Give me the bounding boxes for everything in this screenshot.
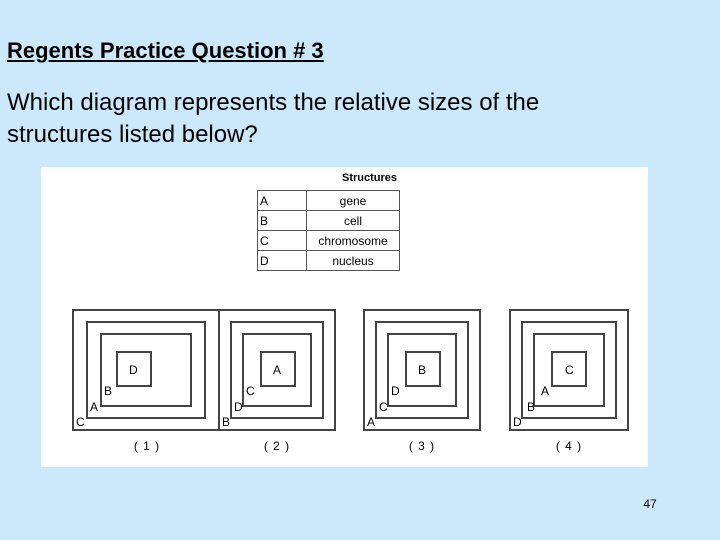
diagram-caption: ( 2 ) — [263, 439, 291, 453]
slide-number: 47 — [643, 497, 657, 511]
diagram-option-2[interactable] — [218, 309, 368, 454]
third-label: A — [541, 384, 550, 398]
structure-name: cell — [307, 211, 400, 231]
structure-name: chromosome — [307, 231, 400, 251]
third-label: B — [104, 384, 113, 398]
table-row — [258, 251, 400, 271]
diagram-option-4[interactable] — [509, 309, 659, 454]
inner-label: D — [129, 363, 138, 377]
diagram-caption: ( 4 ) — [555, 439, 583, 453]
structure-letter: A — [258, 191, 307, 211]
table-row — [258, 231, 400, 251]
diagram-caption: ( 1 ) — [133, 439, 161, 453]
diagram-option-1[interactable] — [72, 309, 222, 454]
inner-label: A — [273, 363, 282, 377]
second-label: B — [527, 400, 536, 414]
structure-letter: C — [258, 231, 307, 251]
structures-table-title: Structures — [341, 172, 398, 184]
outer-label: C — [76, 415, 85, 429]
structures-table — [257, 190, 400, 271]
table-row — [258, 211, 400, 231]
structure-name: gene — [307, 191, 400, 211]
question-figure — [41, 167, 648, 467]
inner-label: C — [565, 363, 574, 377]
outer-label: A — [367, 415, 376, 429]
slide-title: Regents Practice Question # 3 — [7, 38, 324, 63]
structure-letter: B — [258, 211, 307, 231]
outer-label: B — [222, 415, 231, 429]
third-label: D — [391, 384, 400, 398]
outer-label: D — [513, 415, 522, 429]
second-label: A — [90, 400, 99, 414]
structure-letter: D — [258, 251, 307, 271]
second-label: C — [379, 400, 388, 414]
second-label: D — [234, 400, 243, 414]
inner-label: B — [418, 363, 427, 377]
diagram-option-3[interactable] — [363, 309, 513, 454]
question-text: Which diagram represents the relative sizes of the structures listed below? — [7, 89, 540, 148]
structure-name: nucleus — [307, 251, 400, 271]
third-label: C — [246, 384, 255, 398]
table-row — [258, 191, 400, 211]
diagram-caption: ( 3 ) — [408, 439, 436, 453]
